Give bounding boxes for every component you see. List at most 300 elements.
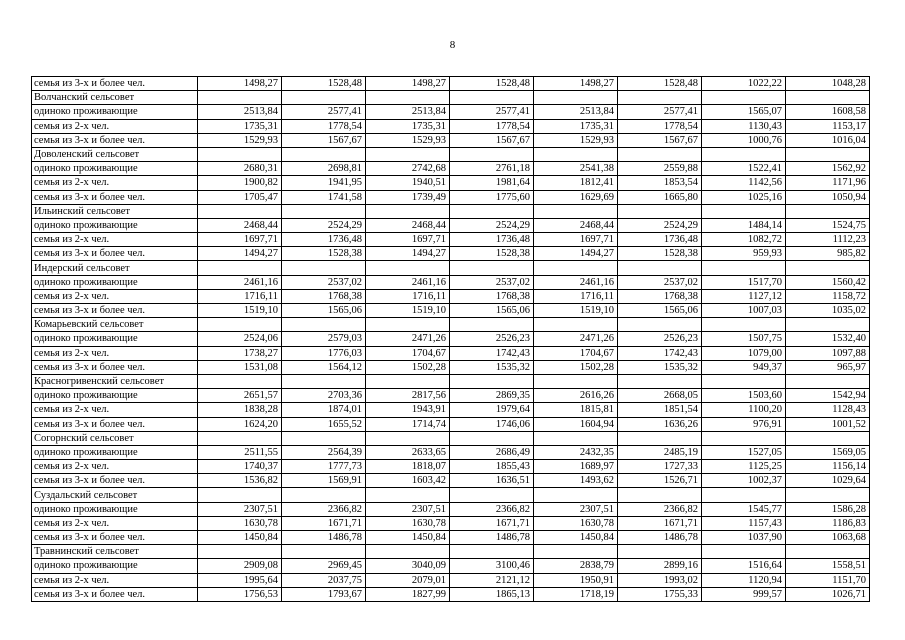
value-cell: 1120,94 [702, 573, 786, 587]
value-cell: 1776,03 [282, 346, 366, 360]
value-cell [366, 204, 450, 218]
section-title: Комарьевский сельсовет [32, 318, 198, 332]
row-label: семья из 2-х чел. [32, 289, 198, 303]
value-cell [786, 204, 870, 218]
value-cell [198, 545, 282, 559]
value-cell: 1498,27 [366, 77, 450, 91]
table-row [32, 346, 870, 360]
value-cell: 2577,41 [618, 105, 702, 119]
row-label: одиноко проживающие [32, 445, 198, 459]
value-cell [786, 318, 870, 332]
value-cell: 965,97 [786, 360, 870, 374]
value-cell: 1704,67 [366, 346, 450, 360]
value-cell: 2366,82 [618, 502, 702, 516]
value-cell: 2526,23 [450, 332, 534, 346]
section-header-row [32, 545, 870, 559]
value-cell: 2461,16 [366, 275, 450, 289]
value-cell: 1716,11 [534, 289, 618, 303]
value-cell: 1016,04 [786, 133, 870, 147]
value-cell: 1097,88 [786, 346, 870, 360]
value-cell: 1736,48 [618, 233, 702, 247]
row-label: семья из 2-х чел. [32, 403, 198, 417]
value-cell: 1741,58 [282, 190, 366, 204]
value-cell: 1542,94 [786, 389, 870, 403]
value-cell: 1535,32 [450, 360, 534, 374]
section-title: Волчанский сельсовет [32, 91, 198, 105]
value-cell: 2307,51 [198, 502, 282, 516]
row-label: семья из 3-х и более чел. [32, 531, 198, 545]
section-header-row [32, 431, 870, 445]
value-cell: 2468,44 [366, 218, 450, 232]
section-title: Травнинский сельсовет [32, 545, 198, 559]
value-cell: 1562,92 [786, 162, 870, 176]
value-cell: 1705,47 [198, 190, 282, 204]
value-cell: 1560,42 [786, 275, 870, 289]
value-cell [450, 261, 534, 275]
row-label: семья из 2-х чел. [32, 119, 198, 133]
table-row [32, 573, 870, 587]
value-cell [366, 318, 450, 332]
value-cell [786, 545, 870, 559]
row-label: одиноко проживающие [32, 502, 198, 516]
value-cell [702, 374, 786, 388]
value-cell [786, 261, 870, 275]
value-cell: 1153,17 [786, 119, 870, 133]
value-cell: 2524,29 [450, 218, 534, 232]
value-cell: 1993,02 [618, 573, 702, 587]
row-label: семья из 2-х чел. [32, 573, 198, 587]
tariff-table [31, 76, 870, 602]
value-cell: 1158,72 [786, 289, 870, 303]
value-cell: 2524,06 [198, 332, 282, 346]
table-row [32, 360, 870, 374]
value-cell: 1528,48 [618, 77, 702, 91]
value-cell: 1493,62 [534, 474, 618, 488]
value-cell: 1567,67 [282, 133, 366, 147]
value-cell: 2537,02 [450, 275, 534, 289]
value-cell: 2686,49 [450, 445, 534, 459]
section-title: Доволенский сельсовет [32, 147, 198, 161]
value-cell [702, 147, 786, 161]
row-label: семья из 2-х чел. [32, 346, 198, 360]
section-title: Согорнский сельсовет [32, 431, 198, 445]
value-cell [702, 488, 786, 502]
value-cell: 2909,08 [198, 559, 282, 573]
value-cell: 2461,16 [198, 275, 282, 289]
value-cell: 1943,91 [366, 403, 450, 417]
section-header-row [32, 204, 870, 218]
table-row [32, 460, 870, 474]
value-cell: 1112,23 [786, 233, 870, 247]
value-cell: 1519,10 [198, 304, 282, 318]
value-cell: 1035,02 [786, 304, 870, 318]
value-cell: 2471,26 [534, 332, 618, 346]
value-cell: 1536,82 [198, 474, 282, 488]
table-row [32, 275, 870, 289]
value-cell: 1524,75 [786, 218, 870, 232]
value-cell: 1736,48 [450, 233, 534, 247]
value-cell [198, 261, 282, 275]
value-cell [786, 374, 870, 388]
value-cell: 1498,27 [198, 77, 282, 91]
row-label: семья из 3-х и более чел. [32, 587, 198, 601]
value-cell [366, 261, 450, 275]
section-title: Суздальский сельсовет [32, 488, 198, 502]
value-cell: 1502,28 [366, 360, 450, 374]
value-cell [534, 204, 618, 218]
value-cell: 1768,38 [450, 289, 534, 303]
value-cell [618, 431, 702, 445]
value-cell [282, 374, 366, 388]
value-cell: 1755,33 [618, 587, 702, 601]
value-cell: 1528,38 [282, 247, 366, 261]
value-cell [282, 91, 366, 105]
row-label: одиноко проживающие [32, 275, 198, 289]
value-cell: 2579,03 [282, 332, 366, 346]
value-cell: 1022,22 [702, 77, 786, 91]
value-cell: 2633,65 [366, 445, 450, 459]
value-cell: 1517,70 [702, 275, 786, 289]
value-cell: 2564,39 [282, 445, 366, 459]
value-cell: 1900,82 [198, 176, 282, 190]
value-cell: 1629,69 [534, 190, 618, 204]
value-cell [366, 488, 450, 502]
value-cell: 2513,84 [366, 105, 450, 119]
value-cell: 1142,56 [702, 176, 786, 190]
value-cell [282, 318, 366, 332]
value-cell [366, 91, 450, 105]
value-cell: 976,91 [702, 417, 786, 431]
value-cell: 1502,28 [534, 360, 618, 374]
value-cell [534, 91, 618, 105]
value-cell [450, 545, 534, 559]
value-cell [450, 318, 534, 332]
row-label: одиноко проживающие [32, 389, 198, 403]
value-cell: 1079,00 [702, 346, 786, 360]
section-header-row [32, 488, 870, 502]
value-cell: 1450,84 [366, 531, 450, 545]
value-cell [702, 261, 786, 275]
row-label: семья из 3-х и более чел. [32, 247, 198, 261]
value-cell [282, 147, 366, 161]
value-cell: 1130,43 [702, 119, 786, 133]
value-cell: 1586,28 [786, 502, 870, 516]
row-label: семья из 3-х и более чел. [32, 417, 198, 431]
value-cell: 1603,42 [366, 474, 450, 488]
value-cell [282, 545, 366, 559]
value-cell: 2577,41 [282, 105, 366, 119]
value-cell: 1793,67 [282, 587, 366, 601]
page-number: 8 [449, 39, 456, 51]
value-cell: 1697,71 [198, 233, 282, 247]
value-cell [282, 261, 366, 275]
value-cell: 2698,81 [282, 162, 366, 176]
value-cell: 1128,43 [786, 403, 870, 417]
value-cell: 2079,01 [366, 573, 450, 587]
value-cell [618, 374, 702, 388]
value-cell: 1775,60 [450, 190, 534, 204]
value-cell: 1735,31 [366, 119, 450, 133]
row-label: одиноко проживающие [32, 218, 198, 232]
value-cell: 1569,91 [282, 474, 366, 488]
value-cell: 1738,27 [198, 346, 282, 360]
table-row [32, 389, 870, 403]
value-cell: 1494,27 [198, 247, 282, 261]
table-row [32, 417, 870, 431]
value-cell: 1735,31 [198, 119, 282, 133]
value-cell: 1565,07 [702, 105, 786, 119]
value-cell: 959,93 [702, 247, 786, 261]
value-cell [450, 488, 534, 502]
value-cell: 1838,28 [198, 403, 282, 417]
table-row [32, 162, 870, 176]
table-row [32, 502, 870, 516]
value-cell [534, 431, 618, 445]
value-cell: 1100,20 [702, 403, 786, 417]
value-cell: 1853,54 [618, 176, 702, 190]
value-cell [282, 204, 366, 218]
value-cell [618, 261, 702, 275]
value-cell [786, 91, 870, 105]
value-cell: 1486,78 [450, 531, 534, 545]
value-cell: 1498,27 [534, 77, 618, 91]
value-cell [786, 147, 870, 161]
value-cell [198, 204, 282, 218]
value-cell [618, 204, 702, 218]
value-cell: 1671,71 [618, 516, 702, 530]
value-cell [282, 431, 366, 445]
value-cell: 1050,94 [786, 190, 870, 204]
value-cell: 1756,53 [198, 587, 282, 601]
value-cell: 2838,79 [534, 559, 618, 573]
value-cell [534, 318, 618, 332]
value-cell: 1742,43 [450, 346, 534, 360]
value-cell: 1742,43 [618, 346, 702, 360]
value-cell: 1818,07 [366, 460, 450, 474]
value-cell: 2526,23 [618, 332, 702, 346]
value-cell: 1827,99 [366, 587, 450, 601]
table-row [32, 190, 870, 204]
value-cell [618, 147, 702, 161]
value-cell: 2366,82 [450, 502, 534, 516]
row-label: одиноко проживающие [32, 332, 198, 346]
value-cell: 2524,29 [618, 218, 702, 232]
value-cell: 1532,40 [786, 332, 870, 346]
section-header-row [32, 91, 870, 105]
value-cell [198, 488, 282, 502]
value-cell: 1716,11 [198, 289, 282, 303]
value-cell [702, 431, 786, 445]
value-cell [618, 91, 702, 105]
value-cell [198, 431, 282, 445]
value-cell [366, 431, 450, 445]
value-cell [450, 431, 534, 445]
row-label: одиноко проживающие [32, 559, 198, 573]
table-row [32, 105, 870, 119]
value-cell [702, 204, 786, 218]
value-cell: 1007,03 [702, 304, 786, 318]
table-row [32, 119, 870, 133]
value-cell: 1522,41 [702, 162, 786, 176]
value-cell: 1716,11 [366, 289, 450, 303]
value-cell: 1815,81 [534, 403, 618, 417]
section-title: Индерский сельсовет [32, 261, 198, 275]
value-cell: 1486,78 [618, 531, 702, 545]
value-cell: 1527,05 [702, 445, 786, 459]
table-row [32, 289, 870, 303]
value-cell [450, 147, 534, 161]
table-row [32, 403, 870, 417]
value-cell: 1718,19 [534, 587, 618, 601]
value-cell: 1494,27 [366, 247, 450, 261]
value-cell [534, 147, 618, 161]
value-cell: 1000,76 [702, 133, 786, 147]
value-cell: 1526,71 [618, 474, 702, 488]
value-cell: 2366,82 [282, 502, 366, 516]
value-cell: 2524,29 [282, 218, 366, 232]
value-cell: 1768,38 [618, 289, 702, 303]
value-cell [702, 318, 786, 332]
row-label: семья из 2-х чел. [32, 176, 198, 190]
value-cell: 949,37 [702, 360, 786, 374]
value-cell: 2761,18 [450, 162, 534, 176]
value-cell: 1740,37 [198, 460, 282, 474]
value-cell: 1528,48 [282, 77, 366, 91]
value-cell: 1778,54 [450, 119, 534, 133]
row-label: семья из 3-х и более чел. [32, 77, 198, 91]
value-cell [702, 545, 786, 559]
value-cell: 1529,93 [366, 133, 450, 147]
value-cell: 1565,06 [450, 304, 534, 318]
value-cell: 1151,70 [786, 573, 870, 587]
value-cell: 1484,14 [702, 218, 786, 232]
value-cell [534, 261, 618, 275]
table-row [32, 516, 870, 530]
value-cell: 1025,16 [702, 190, 786, 204]
value-cell [366, 374, 450, 388]
value-cell [282, 488, 366, 502]
value-cell: 1156,14 [786, 460, 870, 474]
row-label: семья из 2-х чел. [32, 516, 198, 530]
value-cell [702, 91, 786, 105]
table-row [32, 233, 870, 247]
value-cell: 2513,84 [198, 105, 282, 119]
value-cell: 1569,05 [786, 445, 870, 459]
value-cell: 2471,26 [366, 332, 450, 346]
value-cell: 2668,05 [618, 389, 702, 403]
value-cell: 985,82 [786, 247, 870, 261]
value-cell: 1697,71 [366, 233, 450, 247]
value-cell: 1671,71 [450, 516, 534, 530]
table-body [32, 77, 870, 602]
value-cell: 1689,97 [534, 460, 618, 474]
value-cell: 1529,93 [534, 133, 618, 147]
value-cell [450, 91, 534, 105]
section-header-row [32, 318, 870, 332]
table-row [32, 77, 870, 91]
value-cell: 1981,64 [450, 176, 534, 190]
value-cell: 1450,84 [534, 531, 618, 545]
value-cell: 2651,57 [198, 389, 282, 403]
value-cell: 1630,78 [198, 516, 282, 530]
value-cell: 1528,38 [618, 247, 702, 261]
value-cell: 1630,78 [534, 516, 618, 530]
value-cell: 1558,51 [786, 559, 870, 573]
table-row [32, 559, 870, 573]
value-cell: 1704,67 [534, 346, 618, 360]
value-cell: 1519,10 [534, 304, 618, 318]
value-cell: 1746,06 [450, 417, 534, 431]
value-cell [618, 318, 702, 332]
value-cell: 2468,44 [534, 218, 618, 232]
value-cell: 1494,27 [534, 247, 618, 261]
value-cell: 2869,35 [450, 389, 534, 403]
value-cell: 2817,56 [366, 389, 450, 403]
value-cell: 1026,71 [786, 587, 870, 601]
row-label: семья из 3-х и более чел. [32, 190, 198, 204]
value-cell: 1777,73 [282, 460, 366, 474]
value-cell: 1519,10 [366, 304, 450, 318]
value-cell: 2307,51 [534, 502, 618, 516]
row-label: семья из 2-х чел. [32, 233, 198, 247]
value-cell: 1671,71 [282, 516, 366, 530]
table-row [32, 332, 870, 346]
value-cell: 1851,54 [618, 403, 702, 417]
value-cell: 1697,71 [534, 233, 618, 247]
row-label: семья из 2-х чел. [32, 460, 198, 474]
value-cell: 2537,02 [282, 275, 366, 289]
value-cell: 2899,16 [618, 559, 702, 573]
value-cell: 2511,55 [198, 445, 282, 459]
value-cell: 1567,67 [450, 133, 534, 147]
value-cell [534, 374, 618, 388]
section-header-row [32, 374, 870, 388]
value-cell: 1565,06 [282, 304, 366, 318]
value-cell [198, 91, 282, 105]
value-cell [534, 545, 618, 559]
section-header-row [32, 147, 870, 161]
value-cell: 2537,02 [618, 275, 702, 289]
value-cell: 1565,06 [618, 304, 702, 318]
value-cell: 2121,12 [450, 573, 534, 587]
value-cell: 1941,95 [282, 176, 366, 190]
value-cell: 1778,54 [618, 119, 702, 133]
table-row [32, 531, 870, 545]
value-cell: 1727,33 [618, 460, 702, 474]
value-cell: 3100,46 [450, 559, 534, 573]
table-row [32, 218, 870, 232]
value-cell: 1604,94 [534, 417, 618, 431]
table-row [32, 587, 870, 601]
value-cell: 999,57 [702, 587, 786, 601]
value-cell: 1736,48 [282, 233, 366, 247]
value-cell: 1855,43 [450, 460, 534, 474]
value-cell: 1171,96 [786, 176, 870, 190]
value-cell: 2432,35 [534, 445, 618, 459]
value-cell: 1714,74 [366, 417, 450, 431]
row-label: одиноко проживающие [32, 105, 198, 119]
table-row [32, 304, 870, 318]
value-cell: 1624,20 [198, 417, 282, 431]
value-cell: 1157,43 [702, 516, 786, 530]
value-cell: 2616,26 [534, 389, 618, 403]
value-cell: 1450,84 [198, 531, 282, 545]
row-label: семья из 3-х и более чел. [32, 304, 198, 318]
table-row [32, 445, 870, 459]
value-cell: 1029,64 [786, 474, 870, 488]
value-cell [618, 488, 702, 502]
value-cell [198, 374, 282, 388]
